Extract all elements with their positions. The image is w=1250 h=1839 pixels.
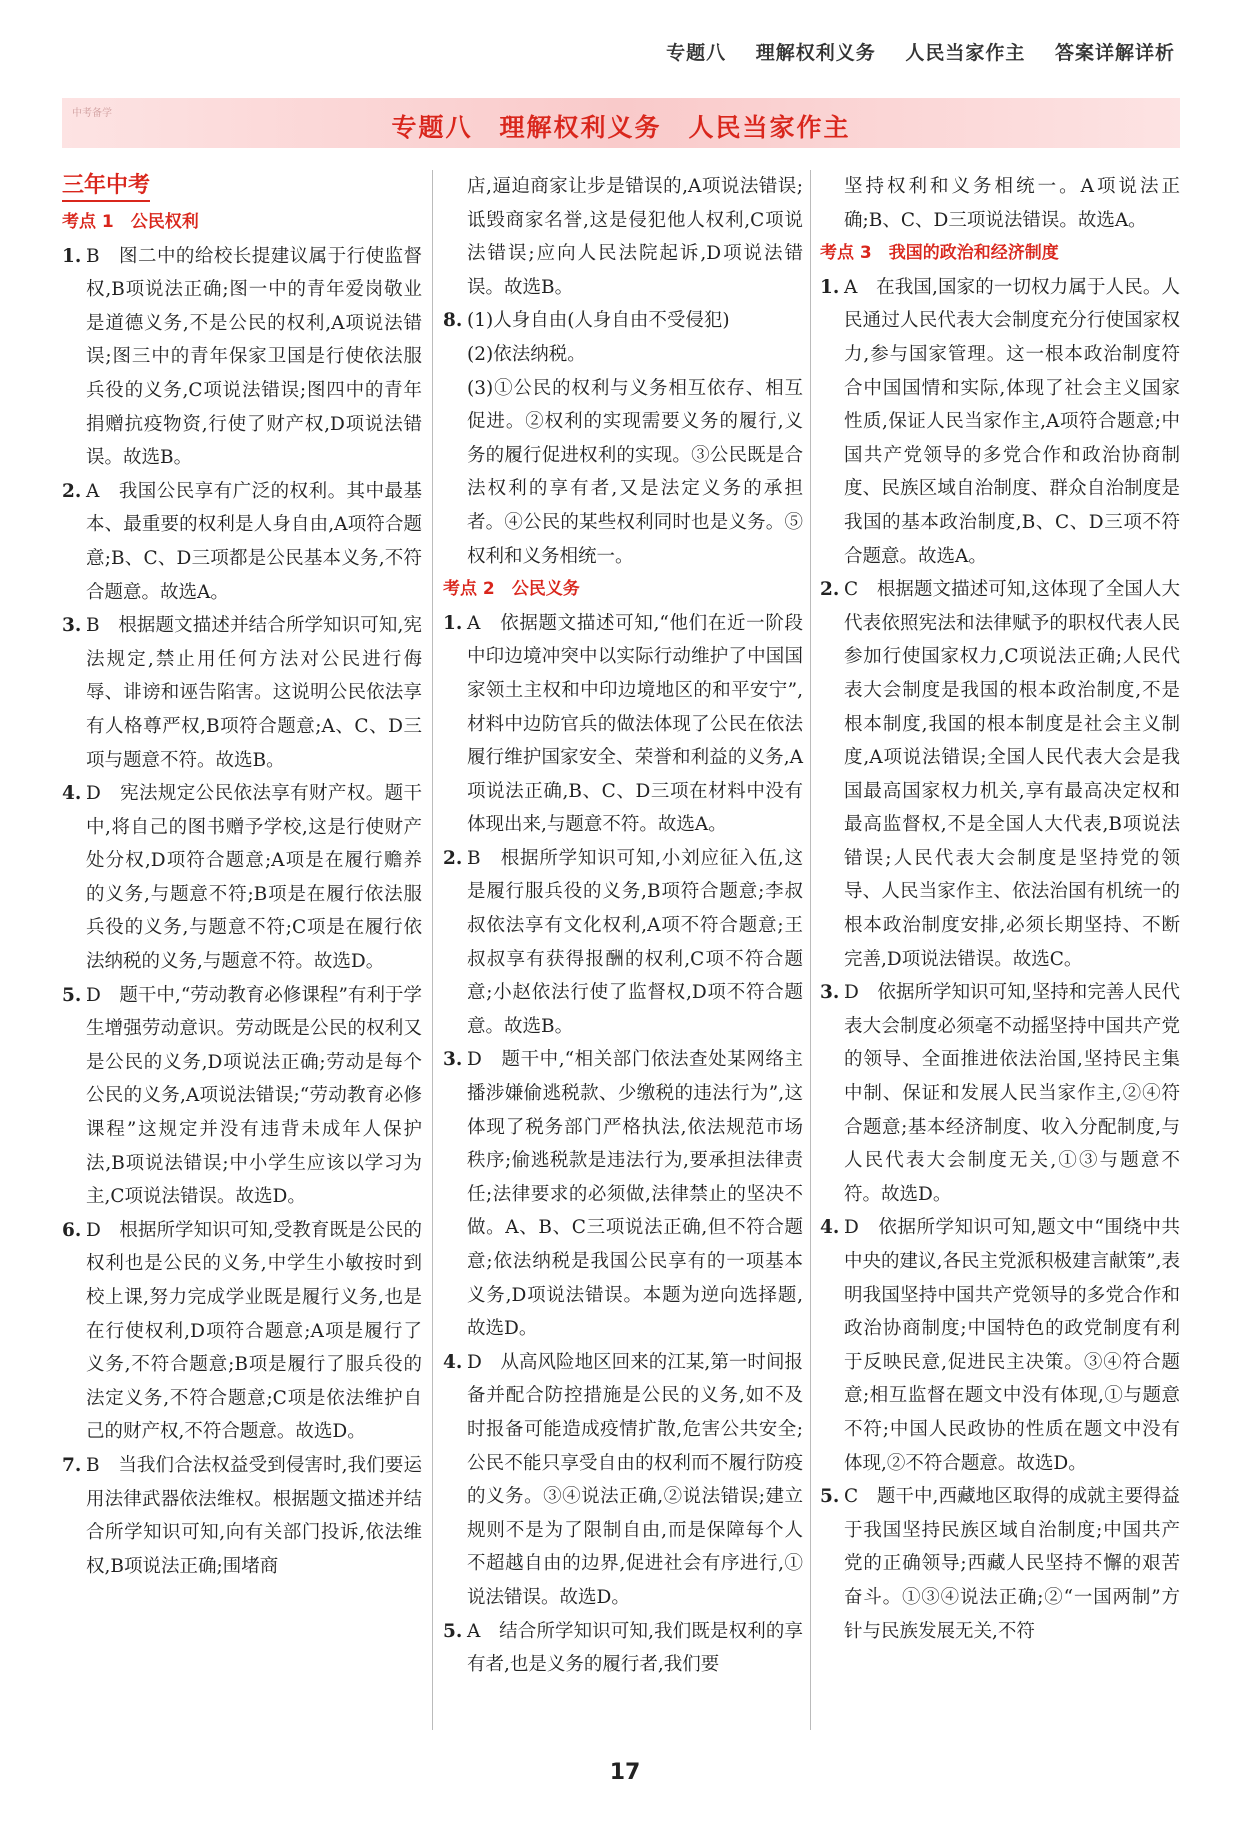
kaodian-heading: 考点 2 公民义务	[443, 579, 580, 600]
column-2	[443, 170, 803, 1682]
running-head-topic: 专题八	[666, 42, 727, 64]
page-number: 17	[609, 1760, 641, 1785]
item-number: 1.	[820, 276, 840, 298]
item-text: B 根据所学知识可知,小刘应征入伍,这是履行服兵役的义务,B项符合题意;李叔叔依法享有文化权利,A项不符合题意;王叔叔享有获得报酬的权利,C项不符合题意;小赵依法行使了监督权,D项不符合题意。故选B。	[467, 847, 803, 1037]
answer-item	[820, 1480, 1180, 1648]
item-text: B 图二中的给校长提建议属于行使监督权,B项说法正确;图一中的青年爱岗敬业是道德义务,不是公民的权利,A项说法错误;图三中的青年保家卫国是行使依法服兵役的义务,C项说法错误;图四中的青年捐赠抗疫物资,行使了财产权,D项说法错误。故选B。	[86, 245, 422, 469]
answer-item	[443, 1346, 803, 1615]
answer-item	[443, 842, 803, 1044]
kaodian-heading: 考点 3 我国的政治和经济制度	[820, 243, 1059, 264]
item-number: 4.	[443, 1351, 463, 1373]
answer-item	[62, 1449, 422, 1583]
item-number: 2.	[820, 579, 840, 601]
answer-item	[820, 976, 1180, 1211]
item-number: 4.	[62, 783, 82, 805]
answer-item	[443, 1615, 803, 1682]
item-number: 2.	[443, 847, 463, 869]
banner-title: 专题八 理解权利义务 人民当家作主	[391, 113, 851, 142]
item-number: 3.	[443, 1049, 463, 1071]
running-head-part2: 人民当家作主	[905, 42, 1026, 64]
item-number: 1.	[443, 612, 463, 634]
item-text: B 当我们合法权益受到侵害时,我们要运用法律武器依法维权。根据题文描述并结合所学知识可知,向有关部门投诉,依法维权,B项说法正确;围堵商	[86, 1454, 422, 1577]
item-text: D 依据所学知识可知,题文中“围绕中共中央的建议,各民主党派积极建言献策”,表明我国坚持中国共产党领导的多党合作和政治协商制度;中国特色的政党制度有利于反映民意,促进民主决策。③④符合题意;相互监督在题文中没有体现,①与题意不符;中国人民政协的性质在题文中没有体现,②不符合题意。故选D。	[844, 1217, 1180, 1474]
column-1	[62, 170, 422, 1583]
item-text: D 题干中,“劳动教育必修课程”有利于学生增强劳动意识。劳动既是公民的权利又是公民的义务,D项说法正确;劳动是每个公民的义务,A项说法错误;“劳动教育必修课程”这规定并没有违背未成年人保护法,B项说法错误;中小学生应该以学习为主,C项说法错误。故选D。	[86, 984, 422, 1208]
section-title: 三年中考	[62, 172, 150, 202]
running-head	[644, 38, 1175, 65]
item-number: 3.	[820, 982, 840, 1004]
running-head-part1: 理解权利义务	[755, 42, 876, 64]
column-divider	[810, 170, 811, 1730]
item-number: 5.	[443, 1620, 463, 1642]
item-text: A 我国公民享有广泛的权利。其中最基本、最重要的权利是人身自由,A项符合题意;B、C、D三项都是公民基本义务,不符合题意。故选A。	[86, 480, 422, 603]
item-line: (1)人身自由(人身自由不受侵犯)	[467, 310, 730, 332]
answer-item-continued	[820, 170, 1180, 237]
item-text: D 依据所学知识可知,坚持和完善人民代表大会制度必须毫不动摇坚持中国共产党的领导、全面推进依法治国,坚持民主集中制、保证和发展人民当家作主,②④符合题意;基本经济制度、收入分配制度,与人民代表大会制度无关,①③与题意不符。故选D。	[844, 982, 1180, 1205]
answer-item	[62, 1214, 422, 1449]
answer-item	[443, 607, 803, 842]
item-line: (3)①公民的权利与义务相互依存、相互促进。②权利的实现需要义务的履行,义务的履行促进权利的实现。③公民既是合法权利的享有者,又是法定义务的承担者。④公民的某些权利同时也是义务。⑤权利和义务相统一。	[467, 377, 803, 567]
answer-item	[62, 777, 422, 979]
item-text: B 根据题文描述并结合所学知识可知,宪法规定,禁止用任何方法对公民进行侮辱、诽谤和诬告陷害。这说明公民依法享有人格尊严权,B项符合题意;A、C、D三项与题意不符。故选B。	[86, 615, 422, 771]
item-number: 6.	[62, 1219, 82, 1241]
item-text: D 从高风险地区回来的江某,第一时间报备并配合防控措施是公民的义务,如不及时报备可能造成疫情扩散,危害公共安全;公民不能只享受自由的权利而不履行防疫的义务。③④说法正确,②说法错误;建立规则不是为了限制自由,而是保障每个人不超越自由的边界,促进社会有序进行,①说法错误。故选D。	[467, 1351, 803, 1608]
answer-item	[820, 271, 1180, 573]
answer-item	[62, 475, 422, 609]
answer-item-continued	[443, 170, 803, 304]
item-number: 2.	[62, 480, 82, 502]
item-text: A 在我国,国家的一切权力属于人民。人民通过人民代表大会制度充分行使国家权力,参与国家管理。这一根本政治制度符合中国国情和实际,体现了社会主义国家性质,保证人民当家作主,A项符合题意;中国共产党领导的多党合作和政治协商制度、民族区域自治制度、群众自治制度是我国的基本政治制度,B、C、D三项不符合题意。故选A。	[844, 276, 1180, 567]
banner-logo: 中考备学	[72, 108, 112, 119]
answer-item	[62, 609, 422, 777]
item-text: D 宪法规定公民依法享有财产权。题干中,将自己的图书赠予学校,这是行使财产处分权,D项符合题意;A项是在履行赡养的义务,与题意不符;B项是在履行依法服兵役的义务,与题意不符;C项是在履行依法纳税的义务,与题意不符。故选D。	[86, 783, 422, 973]
item-number: 5.	[820, 1486, 840, 1508]
item-text: D 根据所学知识可知,受教育既是公民的权利也是公民的义务,中学生小敏按时到校上课,努力完成学业既是履行义务,也是在行使权利,D项符合题意;A项是履行了义务,不符合题意;B项是履行了服兵役的法定义务,不符合题意;C项是依法维护自己的财产权,不符合题意。故选D。	[86, 1219, 422, 1443]
column-3	[820, 170, 1180, 1648]
item-number: 7.	[62, 1454, 82, 1476]
item-number: 1.	[62, 245, 82, 267]
kaodian-heading: 考点 1 公民权利	[62, 212, 199, 232]
item-line: (2)依法纳税。	[467, 343, 586, 365]
topic-banner	[62, 98, 1180, 148]
item-text: 店,逼迫商家让步是错误的,A项说法错误;诋毁商家名誉,这是侵犯他人权利,C项说法错误;应向人民法院起诉,D项说法错误。故选B。	[467, 176, 803, 298]
item-number: 8.	[443, 310, 463, 332]
answer-item	[443, 304, 803, 573]
answer-item	[820, 1211, 1180, 1480]
column-divider	[432, 170, 433, 1730]
item-text: C 根据题文描述可知,这体现了全国人大代表依照宪法和法律赋予的职权代表人民参加行使国家权力,C项说法正确;人民代表大会制度是我国的根本政治制度,不是根本制度,我国的根本制度是社会主义制度,A项说法错误;全国人民代表大会是我国最高国家权力机关,享有最高决定权和最高监督权,不是全国人大代表,B项说法错误;人民代表大会制度是坚持党的领导、人民当家作主、依法治国有机统一的根本政治制度安排,必须长期坚持、不断完善,D项说法错误。故选C。	[844, 579, 1180, 970]
item-number: 5.	[62, 984, 82, 1006]
item-text: D 题干中,“相关部门依法查处某网络主播涉嫌偷逃税款、少缴税的违法行为”,这体现了税务部门严格执法,依法规范市场秩序;偷逃税款是违法行为,要承担法律责任;法律要求的必须做,法律禁止的坚决不做。A、B、C三项说法正确,但不符合题意;依法纳税是我国公民享有的一项基本义务,D项说法错误。本题为逆向选择题,故选D。	[467, 1049, 803, 1340]
answer-item	[62, 979, 422, 1214]
item-number: 3.	[62, 615, 82, 637]
item-text: 坚持权利和义务相统一。A项说法正确;B、C、D三项说法错误。故选A。	[844, 176, 1180, 231]
item-text: C 题干中,西藏地区取得的成就主要得益于我国坚持民族区域自治制度;中国共产党的正确领导;西藏人民坚持不懈的艰苦奋斗。①③④说法正确;②“一国两制”方针与民族发展无关,不符	[844, 1486, 1180, 1642]
item-number: 4.	[820, 1217, 840, 1239]
running-head-label: 答案详解详析	[1054, 42, 1175, 64]
answer-item	[820, 573, 1180, 976]
item-text: A 依据题文描述可知,“他们在近一阶段中印边境冲突中以实际行动维护了中国国家领土主权和中印边境地区的和平安宁”,材料中边防官兵的做法体现了公民在依法履行维护国家安全、荣誉和利益的义务,A项说法正确,B、C、D三项在材料中没有体现出来,与题意不符。故选A。	[467, 612, 803, 836]
answer-item	[443, 1043, 803, 1345]
item-text: A 结合所学知识可知,我们既是权利的享有者,也是义务的履行者,我们要	[467, 1620, 803, 1676]
answer-item	[62, 240, 422, 475]
